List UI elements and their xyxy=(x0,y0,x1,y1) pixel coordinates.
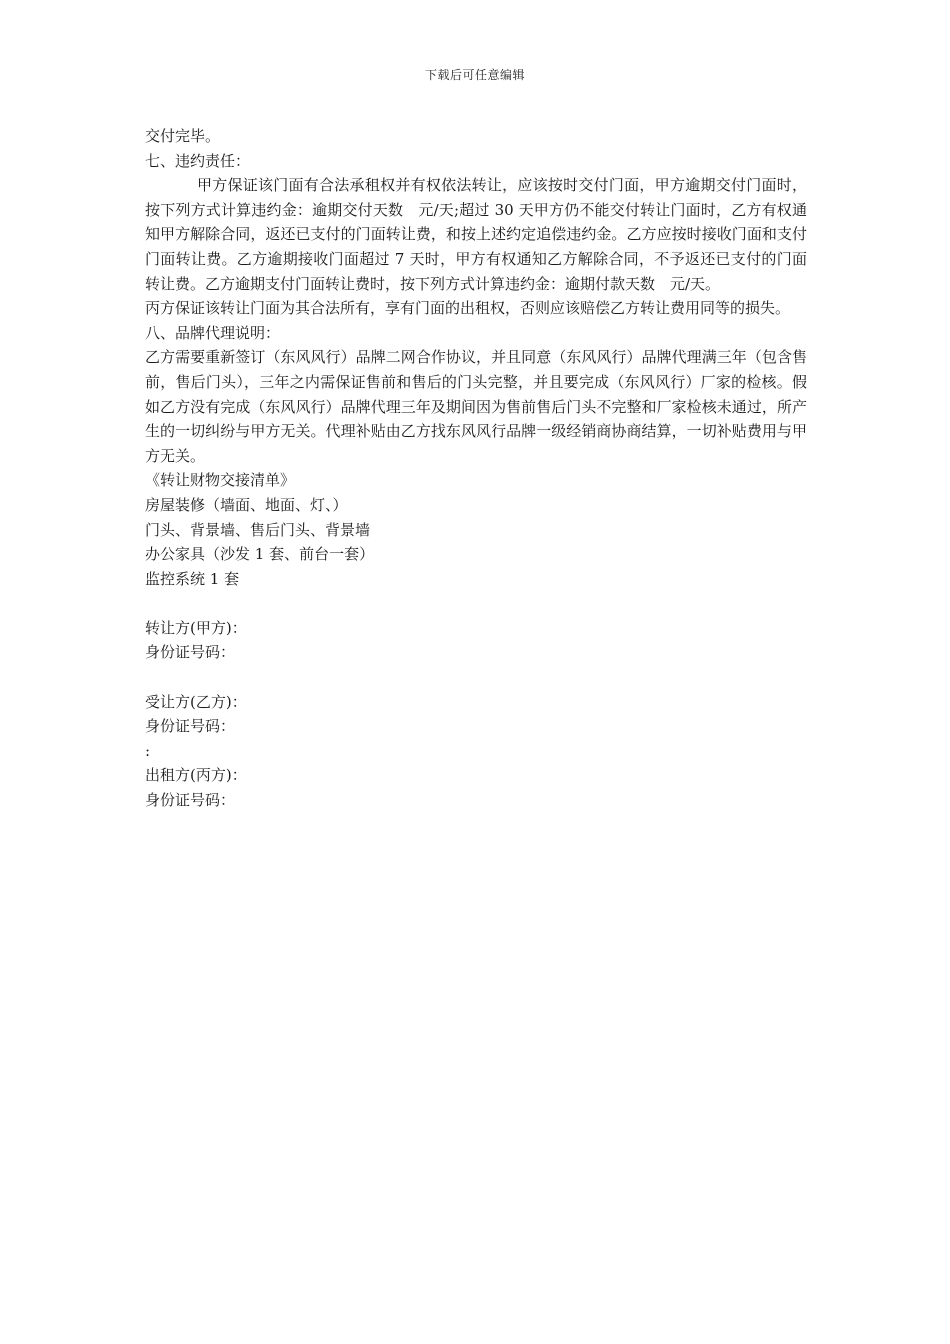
section-7-paragraph-2: 丙方保证该转让门面为其合法所有，享有门面的出租权，否则应该赔偿乙方转让费用同等的损失。 xyxy=(145,299,791,318)
spacer xyxy=(145,591,807,616)
transferee-signature-label: 受让方(乙方)： xyxy=(145,692,247,711)
handover-item-monitoring: 监控系统 1 套 xyxy=(145,569,240,588)
stray-colon: : xyxy=(145,741,151,760)
handover-item-furniture: 办公家具（沙发 1 套、前台一套） xyxy=(145,545,375,564)
handover-item-storefront: 门头、背景墙、售后门头、背景墙 xyxy=(145,520,371,539)
transferor-id-label: 身份证号码： xyxy=(145,643,236,662)
delivery-complete-line: 交付完毕。 xyxy=(145,127,221,145)
spacer xyxy=(145,665,807,690)
document-body xyxy=(145,124,807,813)
handover-list-title: 《转让财物交接清单》 xyxy=(145,471,296,490)
section-8-heading: 八、品牌代理说明： xyxy=(145,323,281,342)
handover-item-decoration: 房屋装修（墙面、地面、灯、） xyxy=(145,495,348,514)
page-header: 下载后可任意编辑 xyxy=(424,68,525,82)
section-7-heading: 七、违约责任： xyxy=(145,151,251,170)
lessor-signature-label: 出租方(丙方)： xyxy=(145,766,247,785)
section-8-paragraph: 乙方需要重新签订（东风风行）品牌二网合作协议，并且同意（东风风行）品牌代理满三年（包含售前，售后门头），三年之内需保证售前和售后的门头完整，并且要完成（东风风行）厂家的检核。假如乙方没有完成（东风风行）品牌代理三年及期间因为售前售后门头不完整和厂家检核未通过，所产生的一切纠纷与甲方无关。代理补贴由乙方找东风风行品牌一级经销商协商结算，一切补贴费用与甲方无关。 xyxy=(145,348,807,465)
transferor-signature-label: 转让方(甲方)： xyxy=(145,618,247,637)
lessor-id-label: 身份证号码： xyxy=(145,791,236,810)
transferee-id-label: 身份证号码： xyxy=(145,717,236,736)
section-7-paragraph-1: 甲方保证该门面有合法承租权并有权依法转让，应该按时交付门面，甲方逾期交付门面时，按下列方式计算违约金：逾期交付天数 元/天;超过 30 天甲方仍不能交付转让门面时，乙方有权通知甲方解除合同，返还已支付的门面转让费，和按上述约定追偿违约金。乙方应按时接收门面和支付门面转让费。乙方逾期接收门面超过 7 天时，甲方有权通知乙方解除合同，不予返还已支付的门面转让费。乙方逾期支付门面转让费时，按下列方式计算违约金：逾期付款天数 元/天。 xyxy=(145,176,807,293)
